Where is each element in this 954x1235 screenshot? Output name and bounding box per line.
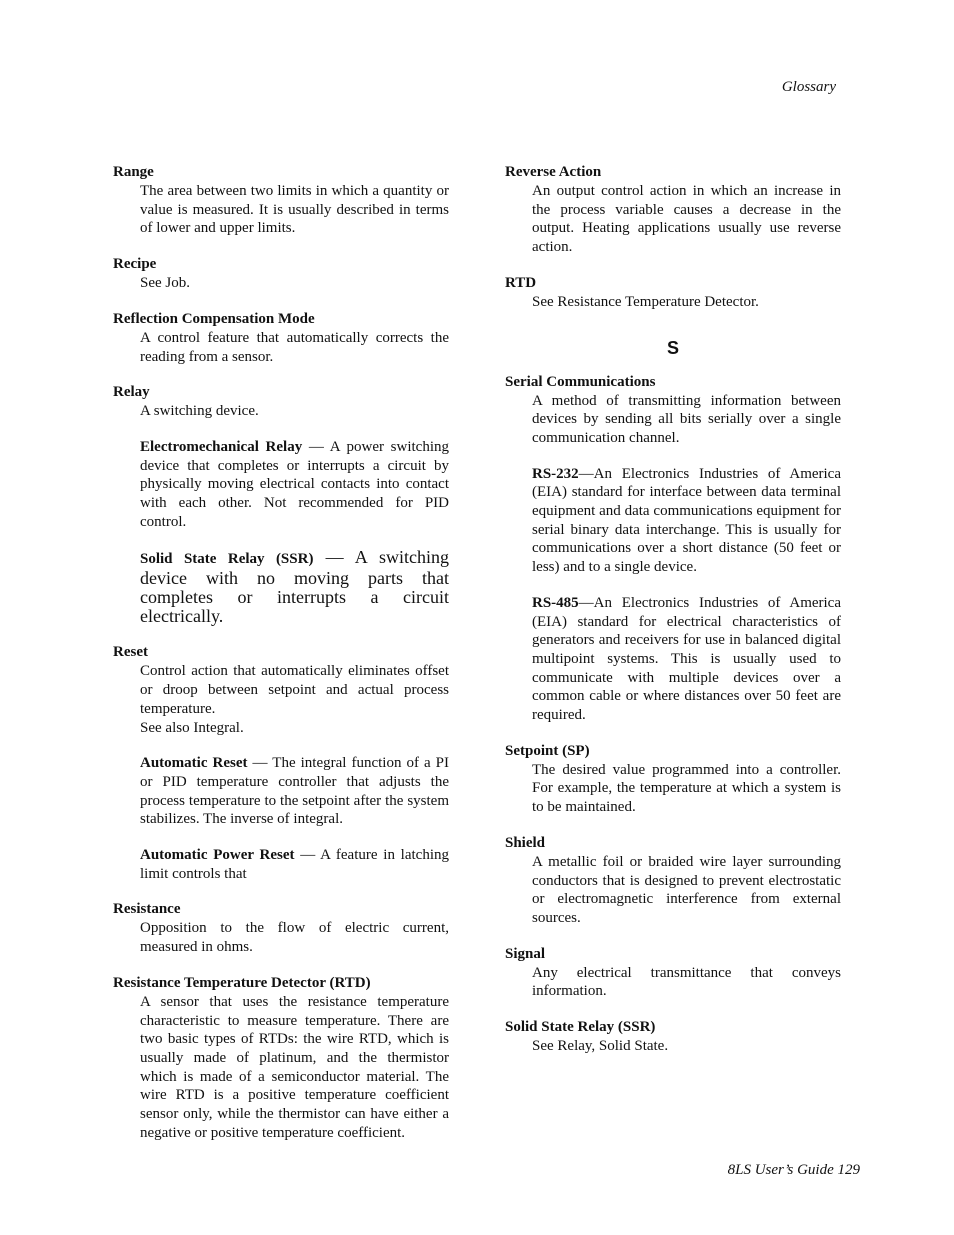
entry-definition: An output control action in which an increase in the process variable causes a decrease in the output. Heating applications usually use reverse action. — [532, 183, 841, 256]
entry-term: Shield — [505, 834, 546, 851]
entry-definition: See Resistance Temperature Detector. — [532, 293, 759, 310]
glossary-entry — [505, 373, 841, 725]
entry-definition: The desired value programmed into a controller. For example, the temperature at which a system is to be maintained. — [532, 761, 841, 816]
glossary-entry — [505, 945, 841, 1001]
glossary-entry — [113, 900, 449, 956]
glossary-entry — [113, 255, 449, 293]
glossary-entry — [113, 310, 449, 366]
sub-entry-term: Automatic Reset — [140, 755, 248, 772]
entry-term: Serial Communications — [505, 373, 656, 390]
glossary-entry — [505, 1018, 841, 1056]
glossary-entry — [505, 274, 841, 312]
entry-definition: A sensor that uses the resistance temperature characteristic to measure temperature. There are two basic types of RTDs: the wire RTD, which is usually made of platinum, and the thermistor which is made of a semiconductor material. The wire RTD is a positive temperature coefficient sensor only, while the thermistor can have either a negative or positive temperature coefficient. — [140, 993, 449, 1141]
entry-definition: A switching device. Electromechanical Relay — A power switching device that completes or interrupts a circuit by physically moving electrical contacts into contact with each other. Not recommended for PID control. Solid State Relay (SSR) — A switching device with no moving parts that completes or interrupts a circuit electrically. — [140, 403, 449, 627]
sub-entry — [140, 438, 449, 532]
right-column — [505, 163, 841, 1073]
glossary-entry — [505, 742, 841, 817]
entry-definition: Control action that automatically eliminates offset or droop between setpoint and actual process temperature. See also Integral. Automatic Reset — The integral function of a PI or PID temperature controller that adjusts the process temperature to the setpoint after the system stabilizes. The inverse of integral. Automatic Power Reset — A feature in latching limit controls that — [140, 663, 450, 882]
entry-term: Reverse Action — [505, 164, 602, 180]
sub-entry — [140, 548, 449, 626]
entry-definition: Any electrical transmittance that conveys information. — [532, 964, 841, 1000]
entry-definition: A method of transmitting information between devices by sending all bits serially over a single communication channel. RS-232—An Electronics Industries of America (EIA) standard for interface between data terminal equipment and data communications equipment for serial binary data interchange. This is usually for communications over a short distance (50 feet or less) and to a single device. RS-485—An Electronics Industries of America (EIA) standard for electrical characteristics of generators and receivers for use in balanced digital multipoint systems. This is usually used to communicate with multiple devices over a common cable or where distances over 50 feet are required. — [532, 392, 841, 724]
entry-term: RTD — [505, 274, 537, 291]
entry-definition: The area between two limits in which a quantity or value is measured. It is usually described in terms of lower and upper limits. — [140, 183, 449, 237]
entry-definition: See Job. — [140, 275, 190, 292]
entry-term: Solid State Relay (SSR) — [505, 1019, 656, 1036]
sub-entry-term: RS-232 — [532, 465, 579, 482]
entry-term: Range — [113, 164, 154, 180]
sub-entry-text: — A power switching device that completes or interrupts a circuit by physically moving electrical contacts into contact with each other. Not recommended for PID control. — [140, 438, 449, 530]
sub-entry-text: —An Electronics Industries of America (EIA) standard for interface between data terminal equipment and data communications equipment for serial binary data interchange. This is usually for communications over a short distance (50 feet or less) and to a single device. — [532, 465, 841, 576]
sub-entry-term: Electromechanical Relay — [140, 438, 303, 455]
entry-definition: See Relay, Solid State. — [532, 1038, 669, 1055]
sub-entry-text: —An Electronics Industries of America (EIA) standard for electrical characteristics of generators and receivers for use in balanced digital multipoint systems. This is usually used to communicate with multiple devices over a common cable or where distances over 50 feet are required. — [532, 594, 841, 724]
entry-term: Resistance — [113, 901, 181, 918]
glossary-entry — [113, 643, 449, 883]
entry-definition: A control feature that automatically corrects the reading from a sensor. — [140, 329, 449, 365]
sub-entry-text: — A feature in latching limit controls that — [140, 847, 449, 882]
entry-term: Reset — [113, 644, 148, 661]
entry-term: Recipe — [113, 256, 157, 273]
entry-term: Resistance Temperature Detector (RTD) — [113, 974, 371, 991]
sub-entry-text: — A switching device with no moving parts that completes or interrupts a circuit electrically. — [140, 547, 449, 627]
sub-entry-term: Solid State Relay (SSR) — [140, 551, 314, 568]
entry-term: Signal — [505, 945, 546, 962]
sub-entry — [140, 846, 449, 883]
entry-term: Setpoint (SP) — [505, 742, 590, 759]
entry-term: Relay — [113, 384, 150, 401]
page-footer: 8LS User’s Guide 129 — [727, 1162, 860, 1178]
sub-entry — [532, 465, 841, 577]
sub-entry — [140, 754, 449, 829]
section-letter-heading: S — [666, 337, 679, 358]
glossary-entry — [505, 834, 841, 928]
entry-term: Reflection Compensation Mode — [113, 310, 315, 327]
glossary-entry — [505, 163, 841, 257]
entry-definition: Opposition to the flow of electric current, measured in ohms. — [140, 920, 449, 956]
glossary-entry — [113, 974, 449, 1143]
glossary-entry — [113, 383, 449, 626]
sub-entry-term: Automatic Power Reset — [140, 847, 295, 864]
running-header: Glossary — [781, 79, 836, 95]
sub-entry-term: RS-485 — [532, 594, 579, 611]
sub-entry — [532, 594, 841, 725]
entry-definition: A metallic foil or braided wire layer surrounding conductors that is designed to prevent electrostatic or electromagnetic interference from external sources. — [532, 853, 841, 926]
glossary-entry — [113, 163, 449, 238]
left-column — [113, 163, 449, 1160]
sub-entry-text: — The integral function of a PI or PID temperature controller that adjusts the process temperature to the setpoint after the system stabilizes. The inverse of integral. — [140, 755, 450, 828]
